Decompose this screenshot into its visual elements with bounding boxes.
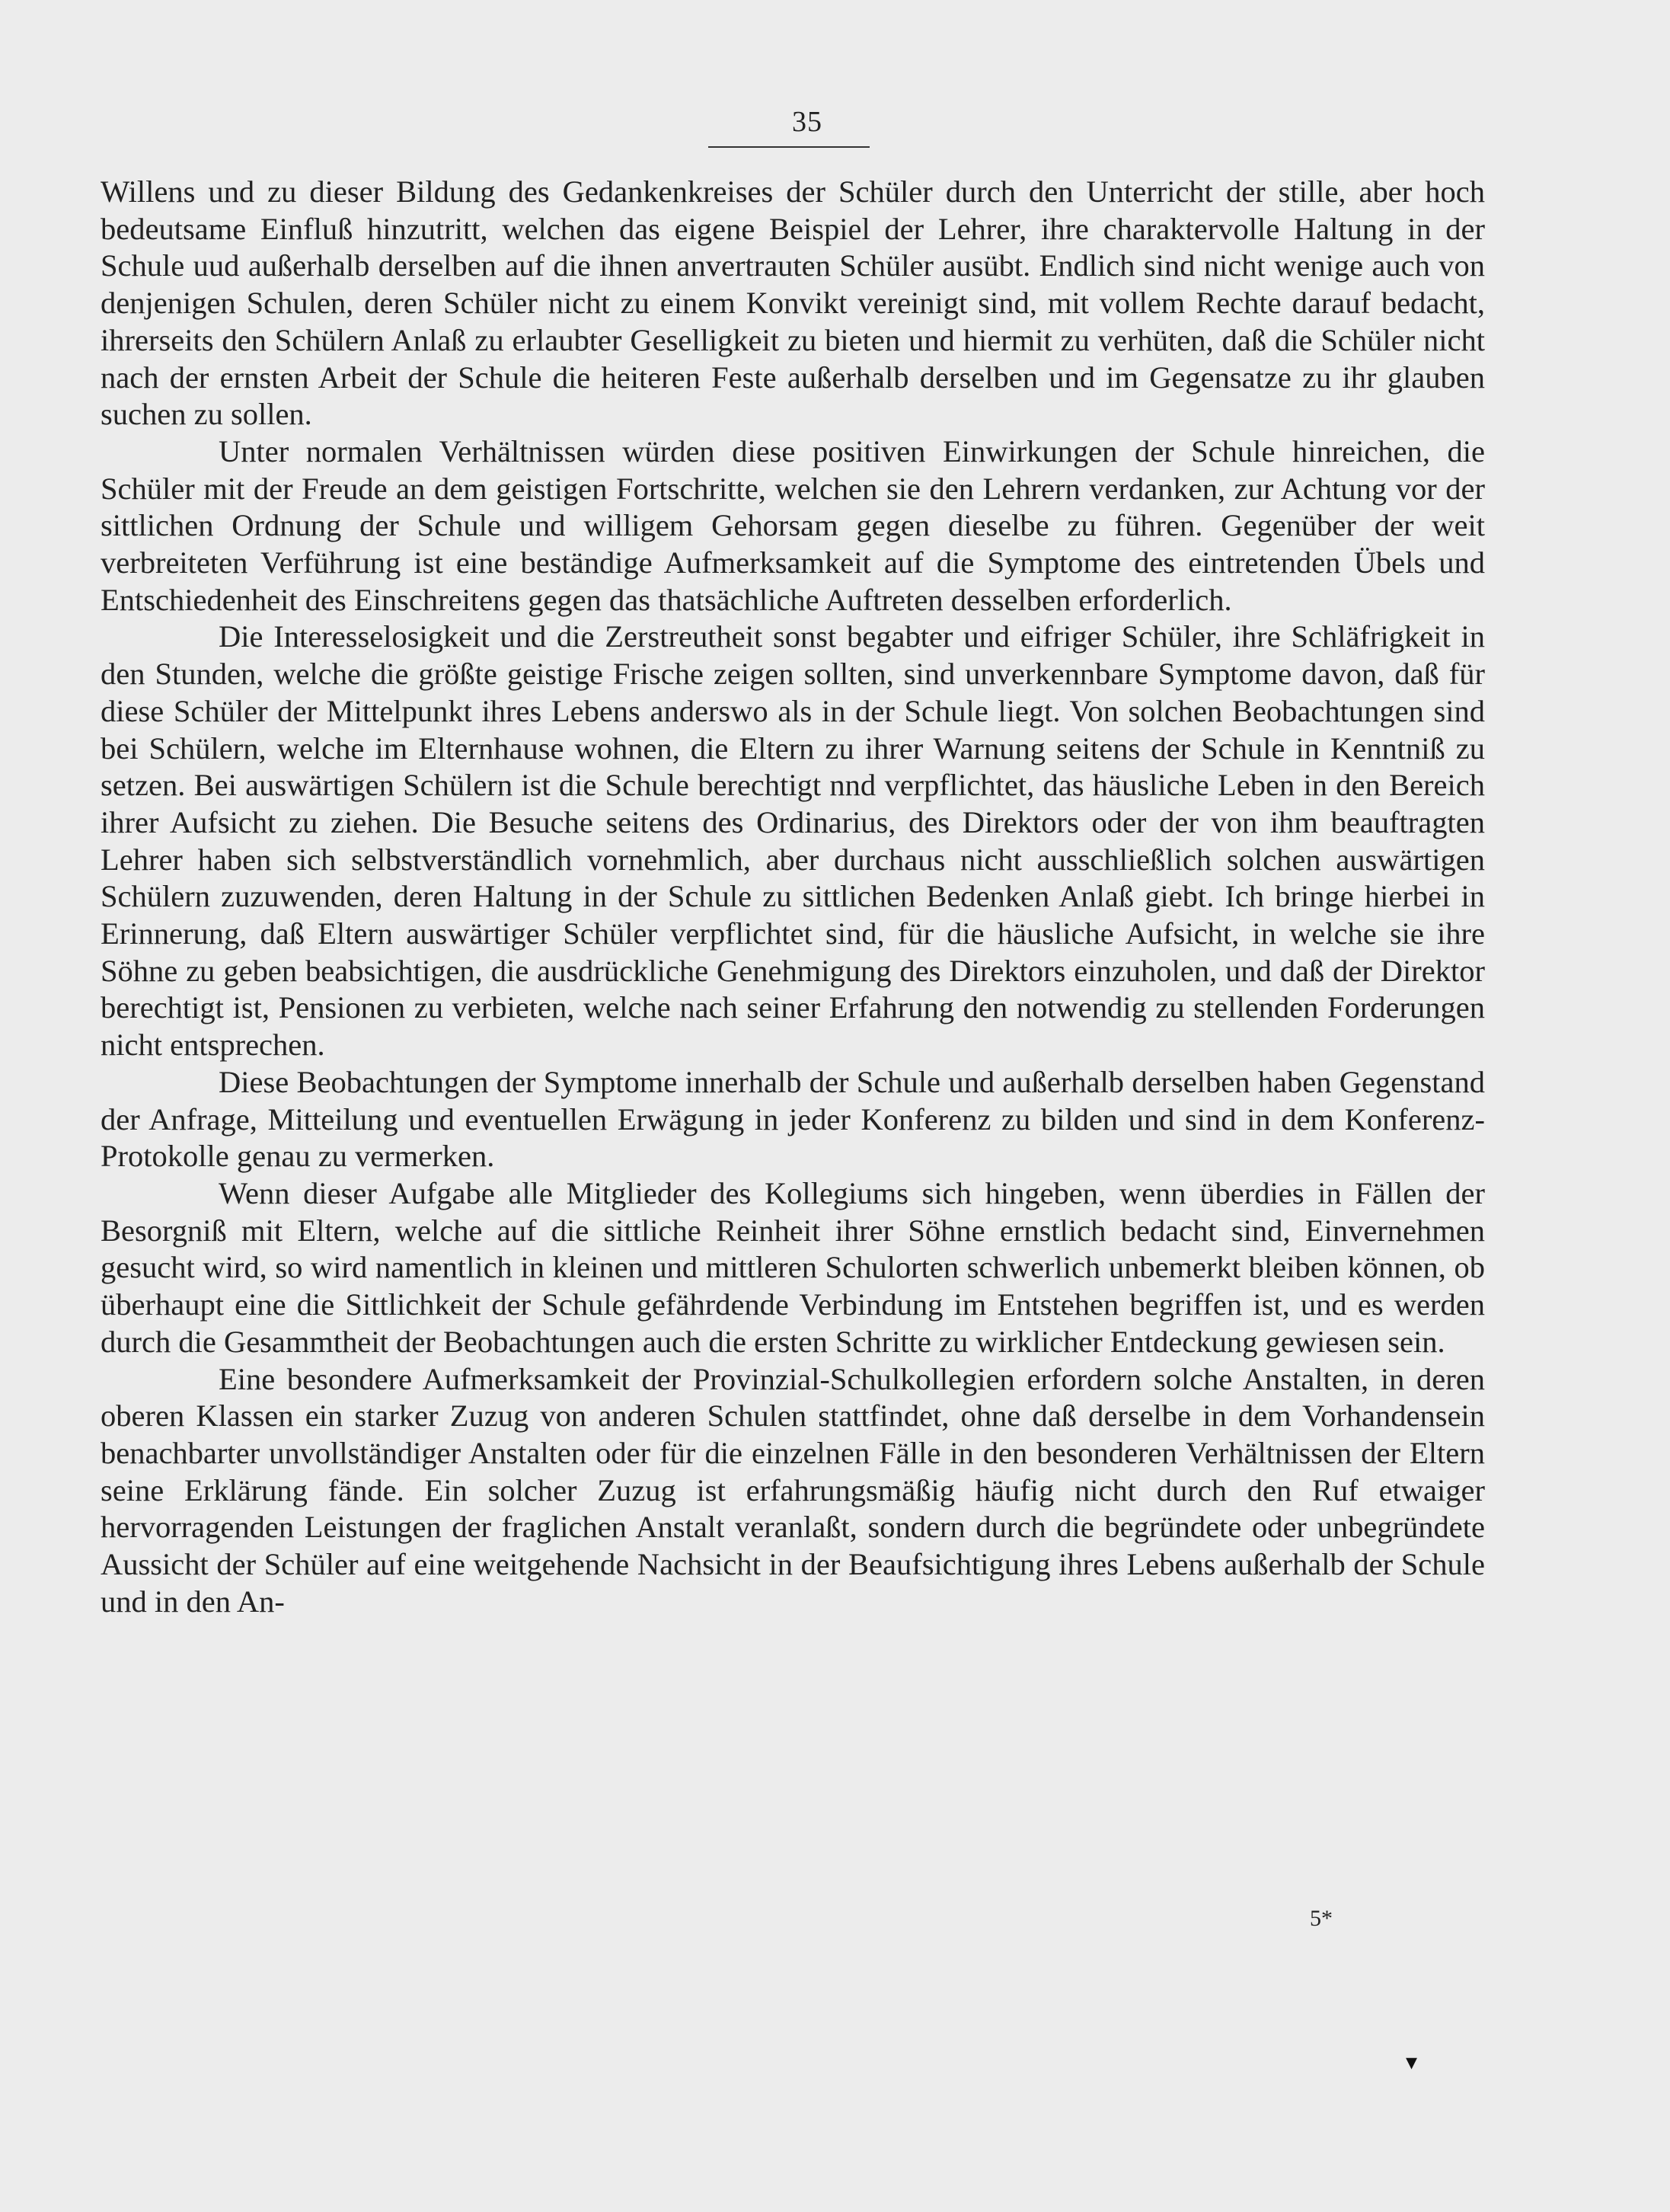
page-number: 35 [792, 106, 822, 138]
paragraph-3: Die Interesselosigkeit und die Zerstreutheit sonst begabter und eifriger Schüler, ihre Schläfrigkeit in den Stunden, welche die größte geistige Frische zeigen sollten, sind unverkennbare Symptome davon, daß für diese Schüler der Mittelpunkt ihres Lebens anderswo als in der Schule liegt. Von solchen Beobachtungen sind bei Schülern, welche im Elternhause wohnen, die Eltern zu ihrer Warnung seitens der Schule in Kenntniß zu setzen. Bei auswärtigen Schülern ist die Schule berechtigt nnd verpflichtet, das häusliche Leben in den Bereich ihrer Aufsicht zu ziehen. Die Besuche seitens des Ordinarius, des Direktors oder der von ihm beauftragten Lehrer haben sich selbstverständlich vornehmlich, aber durchaus nicht ausschließlich solchen auswärtigen Schülern zuzuwenden, deren Haltung in der Schule zu sittlichen Bedenken Anlaß giebt. Ich bringe hierbei in Erinnerung, daß Eltern auswärtiger Schüler verpflichtet sind, für die häusliche Aufsicht, in welche sie ihre Söhne zu geben beabsichtigen, die ausdrückliche Genehmigung des Direktors einzuholen, und daß der Direktor berechtigt ist, Pensionen zu verbieten, welche nach seiner Erfahrung den notwendig zu stellenden Forderungen nicht entsprechen. [101, 619, 1485, 1063]
header-rule [708, 146, 870, 148]
paragraph-5: Wenn dieser Aufgabe alle Mitglieder des Kollegiums sich hingeben, wenn überdies in Fällen der Besorgniß mit Eltern, welche auf die sittliche Reinheit ihrer Söhne ernstlich bedacht sind, Einvernehmen gesucht wird, so wird namentlich in kleinen und mittleren Schulorten schwerlich unbemerkt bleiben können, ob überhaupt eine die Sittlichkeit der Schule gefährdende Verbindung im Entstehen begriffen ist, und es werden durch die Gesammtheit der Beobachtungen auch die ersten Schritte zu wirklicher Entdeckung gewiesen sein. [101, 1175, 1485, 1359]
stray-mark: ▾ [1406, 2050, 1418, 2075]
paragraph-1: Willens und zu dieser Bildung des Gedankenkreises der Schüler durch den Unterricht der stille, aber hoch bedeutsame Einfluß hinzutritt, welchen das eigene Beispiel der Lehrer, ihre charaktervolle Haltung in der Schule uud außerhalb derselben auf die ihnen anvertrauten Schüler ausübt. Endlich sind nicht wenige auch von denjenigen Schulen, deren Schüler nicht zu einem Konvikt vereinigt sind, mit vollem Rechte darauf bedacht, ihrerseits den Schülern Anlaß zu erlaubter Geselligkeit zu bieten und hiermit zu verhüten, daß die Schüler nicht nach der ernsten Arbeit der Schule die heiteren Feste außerhalb derselben und im Gegensatze zu ihr glauben suchen zu sollen. [101, 174, 1485, 432]
paragraph-6: Eine besondere Aufmerksamkeit der Provinzial-Schulkollegien erfordern solche Anstalten, in deren oberen Klassen ein starker Zuzug von anderen Schulen stattfindet, ohne daß derselbe in dem Vorhandensein benachbarter unvollständiger Anstalten oder für die einzelnen Fälle in den besonderen Verhältnissen der Eltern seine Erklärung fände. Ein solcher Zuzug ist erfahrungsmäßig häufig nicht durch den Ruf etwaiger hervorragenden Leistungen der fraglichen Anstalt veranlaßt, sondern durch die begründete oder unbegründete Aussicht der Schüler auf eine weitgehende Nachsicht in der Beaufsichtigung ihres Lebens außerhalb der Schule und in den An- [101, 1361, 1485, 1619]
paragraph-2: Unter normalen Verhältnissen würden diese positiven Einwirkungen der Schule hinreichen, die Schüler mit der Freude an dem geistigen Fortschritte, welchen sie den Lehrern verdanken, zur Achtung vor der sittlichen Ordnung der Schule und willigem Gehorsam gegen dieselbe zu führen. Gegenüber der weit verbreiteten Verführung ist eine beständige Aufmerksamkeit auf die Symptome des eintretenden Übels und Entschiedenheit des Einschreitens gegen das thatsächliche Auftreten desselben erforderlich. [101, 433, 1485, 617]
printer-signature: 5* [1310, 1906, 1333, 1931]
paragraph-4: Diese Beobachtungen der Symptome innerhalb der Schule und außerhalb derselben haben Gegenstand der Anfrage, Mitteilung und eventuellen Erwägung in jeder Konferenz zu bilden und sind in dem Konferenz-Protokolle genau zu vermerken. [101, 1064, 1485, 1174]
body-text [101, 174, 1485, 1620]
